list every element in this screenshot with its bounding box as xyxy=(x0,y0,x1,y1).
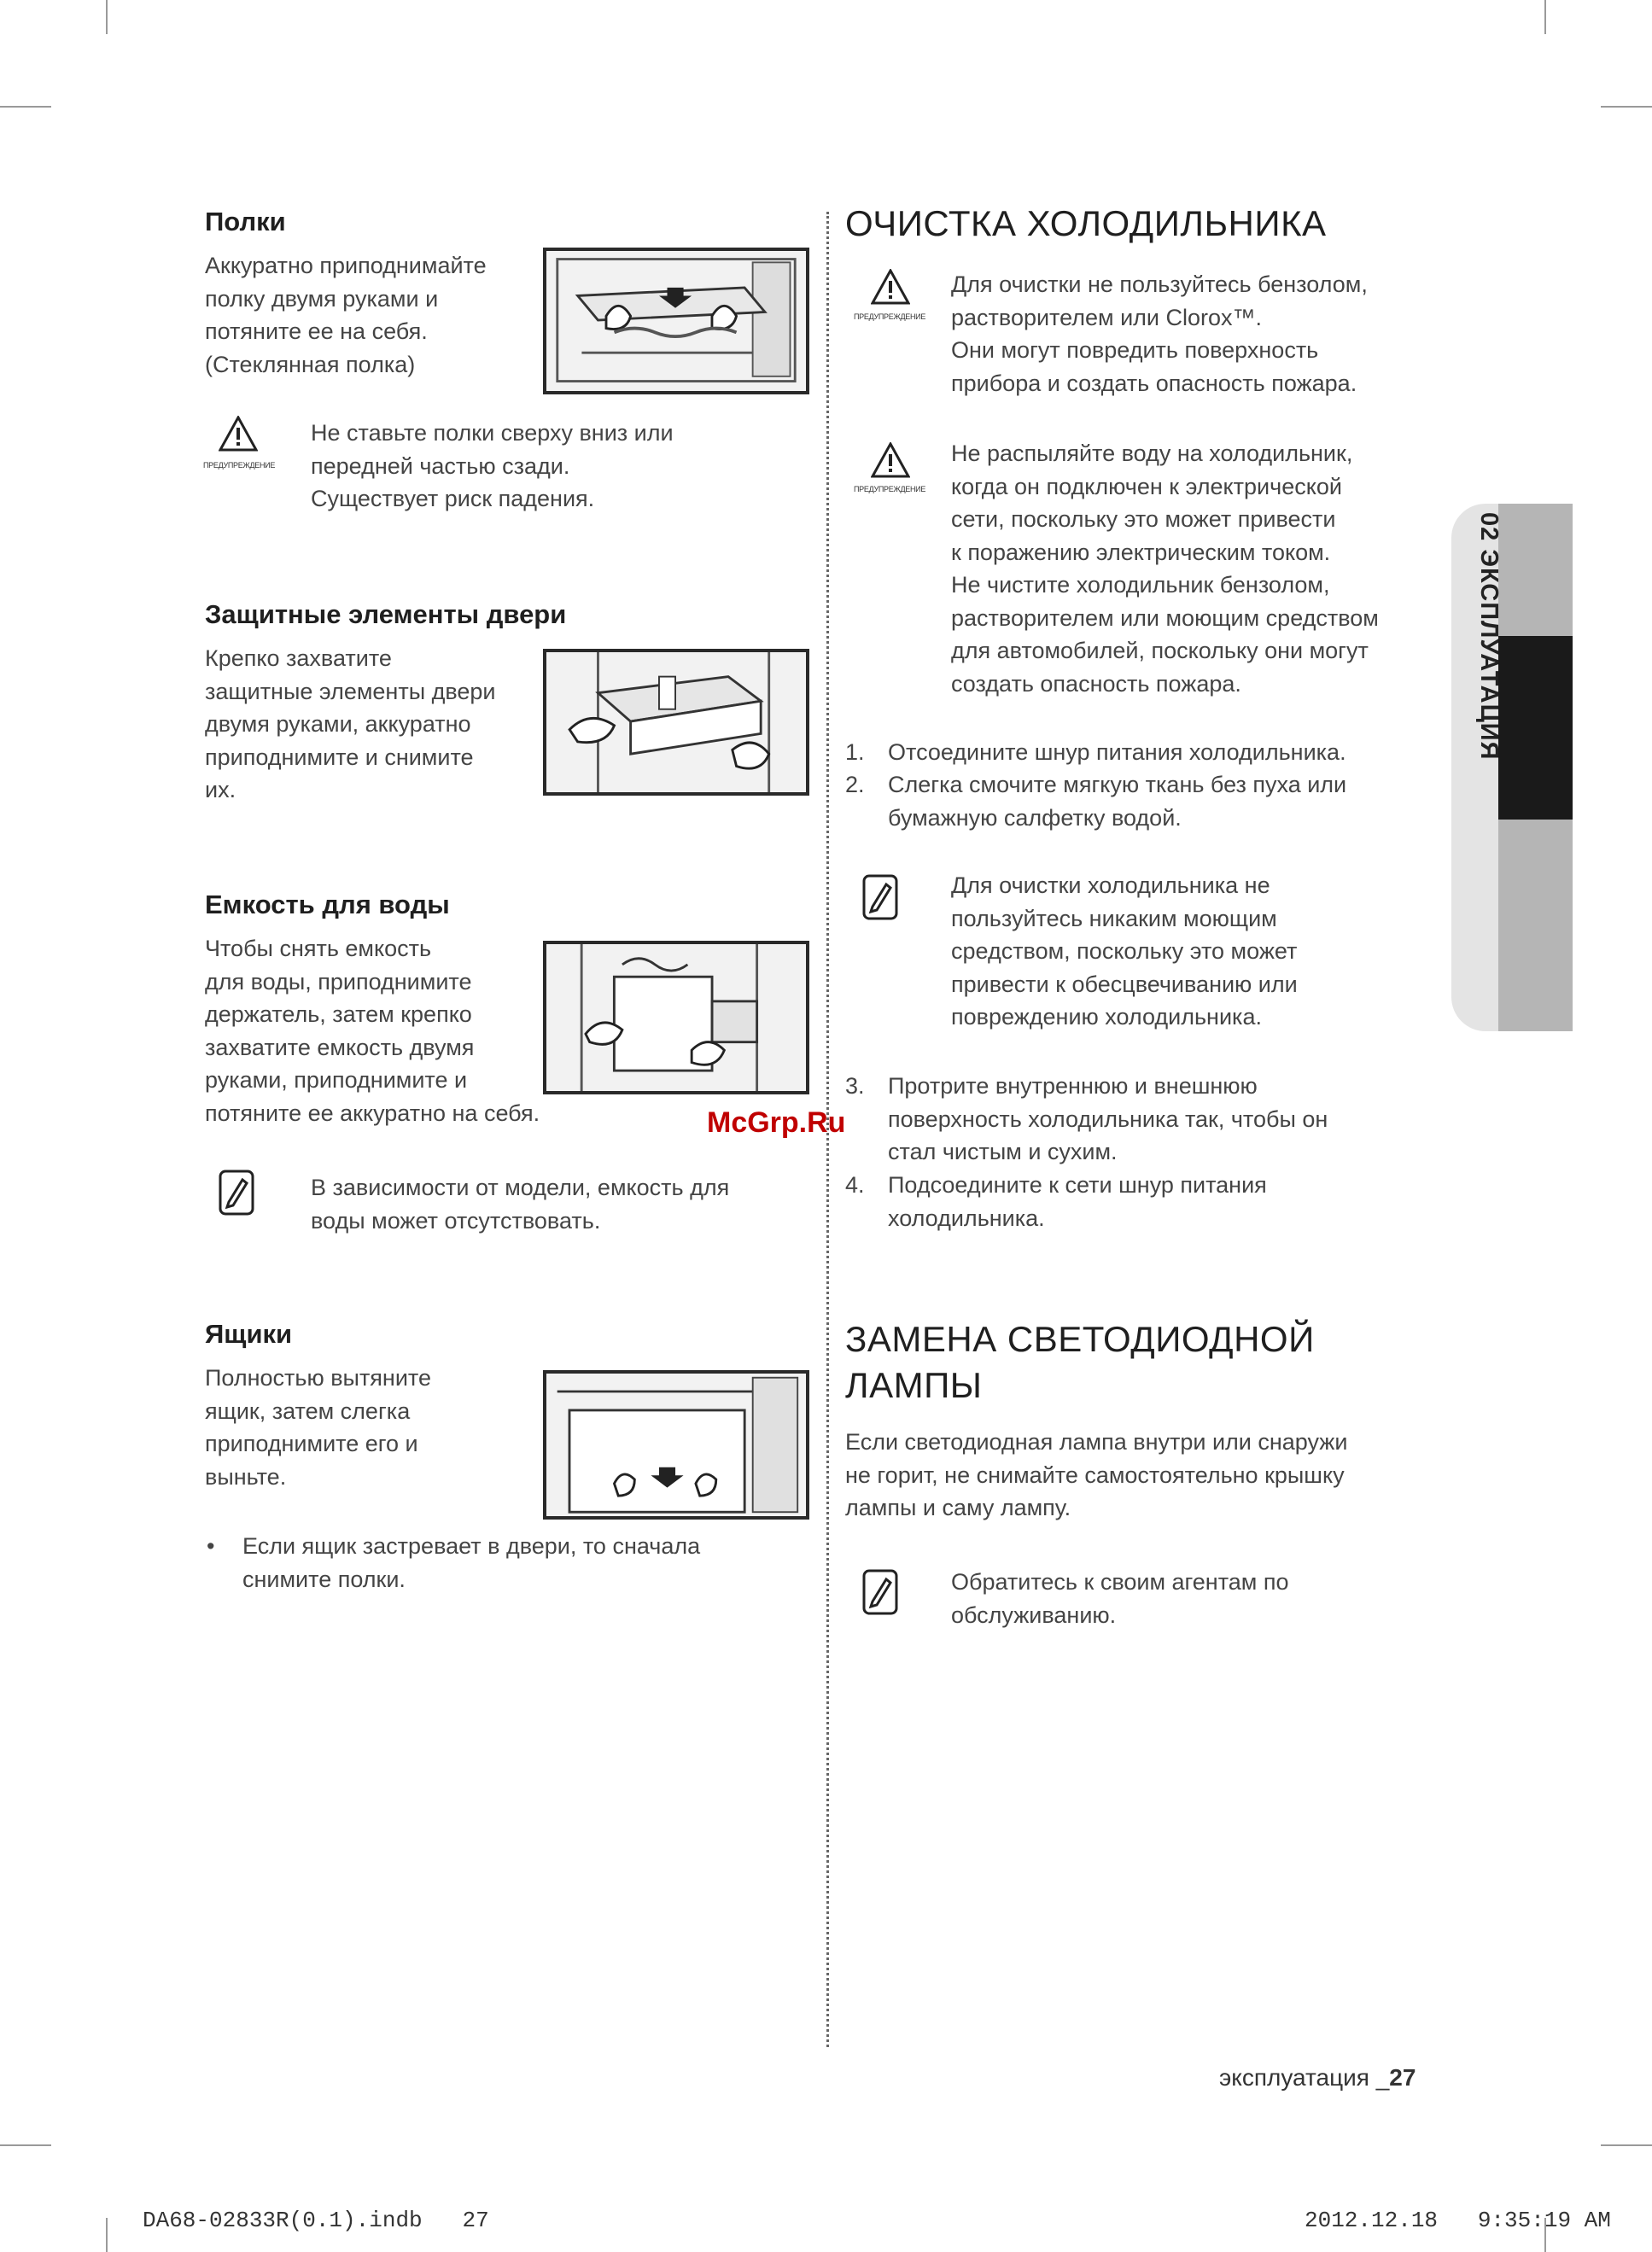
warning-icon xyxy=(219,416,258,452)
drawer-illustration xyxy=(543,1370,809,1520)
print-file-info: DA68-02833R(0.1).indb 27 xyxy=(143,2208,489,2233)
drawers-bullet: • xyxy=(207,1533,215,1559)
water-tank-note-text: В зависимости от модели, емкость для воды может отсутствовать. xyxy=(311,1175,730,1234)
step-text: Отсоедините шнур питания холодильника. xyxy=(888,739,1346,765)
led-text: Если светодиодная лампа внутри или снаружи не горит, не снимайте самостоятельно крышку лампы и саму лампу. xyxy=(845,1429,1348,1520)
shelves-text: Аккуратно приподнимайте полку двумя руками и потяните ее на себя. (Стеклянная полка) xyxy=(205,253,487,377)
water-tank-heading: Емкость для воды xyxy=(205,890,450,919)
print-datetime: 2012.12.18 9:35:19 AM xyxy=(1305,2208,1611,2233)
water-tank-text: Чтобы снять емкость для воды, приподнимите держатель, затем крепко захватите емкость двумя руками, приподнимите и потяните ее аккуратно на себя. xyxy=(205,936,540,1126)
led-note-text: Обратитесь к своим агентам по обслуживанию. xyxy=(951,1569,1289,1628)
chapter-tab-marker xyxy=(1498,636,1573,820)
footer-section: эксплуатация _ xyxy=(1219,2064,1390,2091)
note-icon xyxy=(862,1569,898,1615)
warning-label: ПРЕДУПРЕЖДЕНИЕ xyxy=(203,461,276,470)
door-guard-illustration xyxy=(543,649,809,796)
step-number: 2. xyxy=(845,772,865,797)
step-number: 4. xyxy=(845,1172,865,1198)
warning-label: ПРЕДУПРЕЖДЕНИЕ xyxy=(854,312,926,321)
step-number: 3. xyxy=(845,1073,865,1099)
page-number: 27 xyxy=(1389,2064,1416,2091)
cleaning-note-text: Для очистки холодильника не пользуйтесь никаким моющим средством, поскольку это может привести к обесцвечиванию или повреждению холодильника. xyxy=(951,872,1298,1030)
watermark: McGrp.Ru xyxy=(707,1106,846,1139)
drawers-bullet-text: Если ящик застревает в двери, то сначала снимите полки. xyxy=(242,1533,701,1592)
cleaning-warning-2-text: Не распыляйте воду на холодильник, когда он подключен к электрической сети, поскольку это может привести к поражению электрическим током. Не чистите холодильник бензолом, растворителем или моющим средством для автомобилей, поскольку они могут создать опасность пожара. xyxy=(951,440,1379,697)
warning-label: ПРЕДУПРЕЖДЕНИЕ xyxy=(854,485,926,493)
page-footer xyxy=(1219,2064,1416,2092)
warning-icon xyxy=(871,442,910,478)
door-guards-heading: Защитные элементы двери xyxy=(205,599,567,629)
chapter-tab-label: 02 ЭКСПЛУАТАЦИЯ xyxy=(1475,512,1503,761)
note-icon xyxy=(862,874,898,920)
cleaning-heading: ОЧИСТКА ХОЛОДИЛЬНИКА xyxy=(845,203,1327,243)
step-text: Протрите внутреннюю и внешнюю поверхность холодильника так, чтобы он стал чистым и сухим. xyxy=(888,1073,1328,1164)
shelves-heading: Полки xyxy=(205,207,286,236)
shelf-illustration xyxy=(543,248,809,394)
led-heading: ЗАМЕНА СВЕТОДИОДНОЙ ЛАМПЫ xyxy=(845,1319,1315,1405)
cleaning-warning-1-text: Для очистки не пользуйтесь бензолом, растворителем или Clorox™. Они могут повредить поверхность прибора и создать опасность пожара. xyxy=(951,271,1368,396)
step-text: Слегка смочите мягкую ткань без пуха или бумажную салфетку водой. xyxy=(888,772,1347,831)
water-tank-illustration xyxy=(543,941,809,1094)
drawers-text: Полностью вытяните ящик, затем слегка приподнимите его и выньте. xyxy=(205,1365,432,1490)
step-text: Подсоедините к сети шнур питания холодильника. xyxy=(888,1172,1267,1231)
drawers-heading: Ящики xyxy=(205,1319,293,1349)
warning-icon xyxy=(871,269,910,305)
shelves-warning-text: Не ставьте полки сверху вниз или передней частью сзади. Существует риск падения. xyxy=(311,420,674,511)
note-icon xyxy=(219,1170,254,1216)
door-guards-text: Крепко захватите защитные элементы двери двумя руками, аккуратно приподнимите и снимите их. xyxy=(205,645,496,802)
step-number: 1. xyxy=(845,739,865,765)
